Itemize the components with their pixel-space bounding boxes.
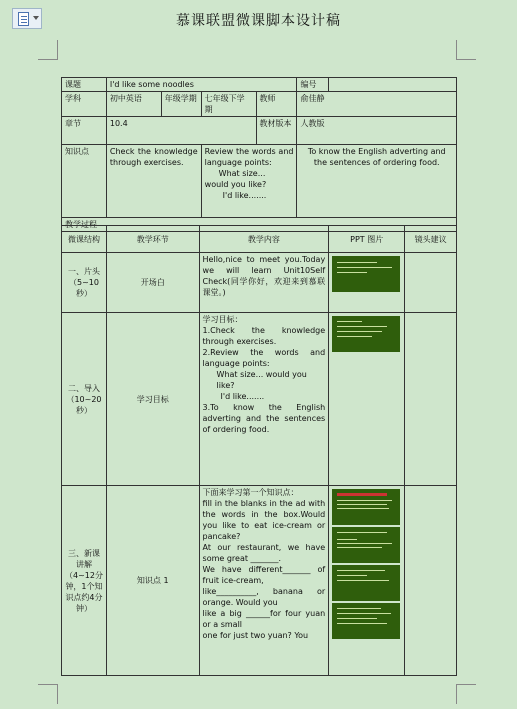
structure-cell: 一、片头（5~10秒） [62,253,107,313]
ppt-cell [329,486,405,676]
content-line: fill in the blanks in the ad with the words in the box.Would you like to eat ice-cream or pancake? [202,499,326,541]
content-line: 3.To know the English adverting and the sentences of ordering food. [202,403,326,434]
content-line: We have different_______ of fruit ice-cream, [202,565,326,585]
structure-cell: 三、新课讲解（4~12分钟，1个知识点约4分钟） [62,486,107,676]
content-line: one for just two yuan? You [202,631,309,640]
knowledge-point-2-line: I'd like....... [222,191,267,200]
content-line: like__________, banana or orange. Would you [202,587,326,607]
knowledge-label: 知识点 [62,145,107,218]
knowledge-point-2-line: What size... [218,169,266,178]
step-cell: 开场白 [106,253,199,313]
chapter-label: 章节 [62,117,107,145]
crop-mark [456,684,476,685]
teacher-label: 教师 [256,92,297,117]
camera-cell [405,486,457,676]
crop-mark [456,59,476,60]
knowledge-point-3: To know the English adverting and the sentences of ordering food. [297,145,457,218]
number-value [329,78,457,92]
subject-value: 初中英语 [106,92,161,117]
camera-cell [405,313,457,486]
step-cell: 知识点 1 [106,486,199,676]
ppt-thumbnail [332,489,400,525]
content-cell [199,313,329,486]
header-ppt: PPT 图片 [329,226,405,253]
grade-label: 年级学期 [161,92,201,117]
crop-mark [456,40,457,60]
step-cell: 学习目标 [106,313,199,486]
knowledge-point-2 [201,145,297,218]
document-title: 慕课联盟微课脚本设计稿 [176,13,341,29]
header-step: 教学环节 [106,226,199,253]
knowledge-point-2-line: Review the words and language points: [204,147,294,167]
content-cell [199,486,329,676]
content-line: 下面来学习第一个知识点： [202,488,299,497]
ppt-thumbnail [332,316,400,352]
crop-mark [38,59,58,60]
crop-mark [57,40,58,60]
knowledge-point-2-line: would you like? [204,180,267,189]
header-structure: 微课结构 [62,226,107,253]
ppt-thumbnail [332,256,400,292]
number-label: 编号 [297,78,329,92]
edition-value: 人教版 [297,117,457,145]
teacher-value: 俞佳静 [297,92,457,117]
knowledge-point-1: Check the knowledge through exercises. [106,145,201,218]
topic-label: 课题 [62,78,107,92]
content-line: 1.Check the knowledge through exercises. [202,326,326,346]
ppt-cell [329,253,405,313]
ppt-thumbnail [332,565,400,601]
header-content: 教学内容 [199,226,329,253]
ppt-thumbnail [332,603,400,639]
content-line: At our restaurant, we have some great _______. [202,543,326,563]
ppt-thumbnail [332,527,400,563]
content-line: like a big ______for four yuan or a small [202,609,326,629]
topic-value: I'd like some noodles [106,78,297,92]
header-camera: 镜头建议 [405,226,457,253]
content-line: I'd like....... [220,392,265,401]
structure-cell: 二、导入（10~20秒） [62,313,107,486]
info-table [61,77,457,232]
process-label: 教学过程 [62,218,457,232]
content-line: 2.Review the words and language points: [202,348,326,368]
chapter-value: 10.4 [106,117,256,145]
content-cell: Hello,nice to meet you.Today we will learn Unit10Self Check(同学你好，欢迎来到慕联课堂。) [199,253,329,313]
crop-mark [38,684,58,685]
subject-label: 学科 [62,92,107,117]
content-line: 学习目标： [202,315,243,324]
edition-label: 教材版本 [256,117,297,145]
camera-cell [405,253,457,313]
content-line: What size... would you like? [216,370,307,390]
ppt-cell [329,313,405,486]
grade-value: 七年级下学期 [201,92,256,117]
process-table [61,225,457,676]
crop-mark [456,684,457,704]
crop-mark [57,684,58,704]
